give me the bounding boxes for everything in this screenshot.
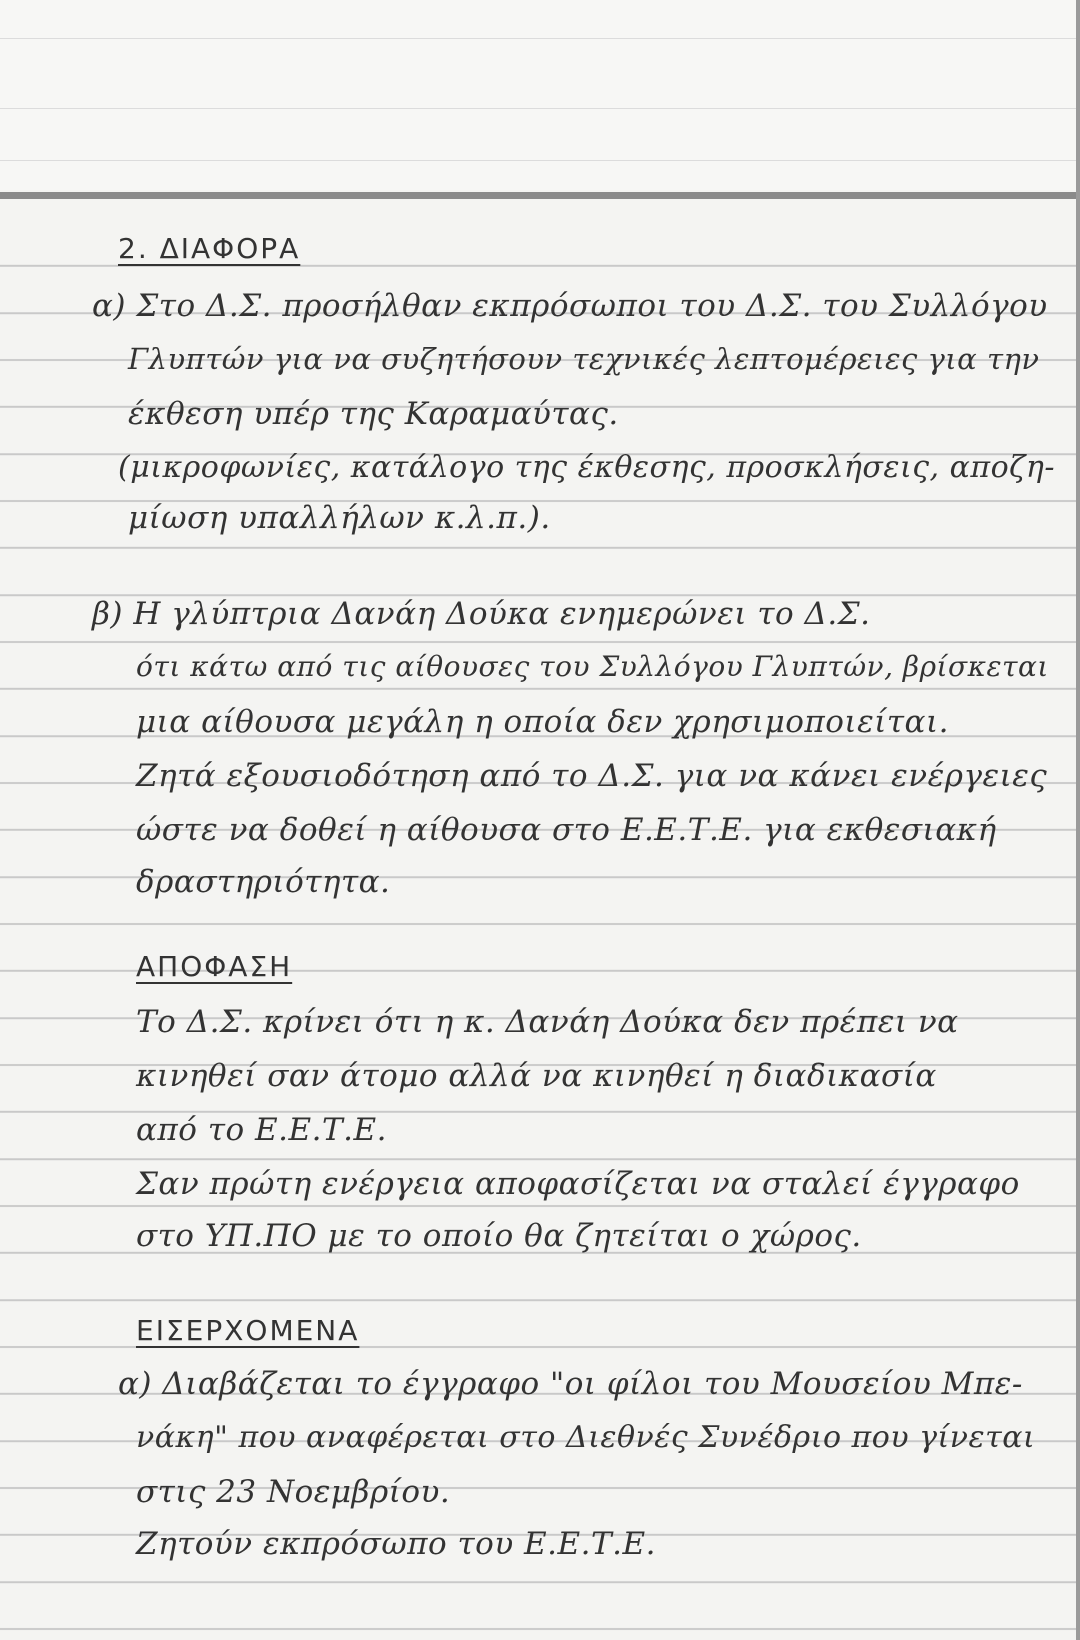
text-line: στις 23 Νοεμβρίου. <box>136 1474 451 1510</box>
text-line: μίωση υπαλλήλων κ.λ.π.). <box>128 500 551 536</box>
section-heading-apofasi: ΑΠΟΦΑΣΗ <box>136 950 293 983</box>
text-line: Γλυπτών για να συζητήσουν τεχνικές λεπτομέρειες για την <box>128 342 1040 376</box>
page-edge <box>1076 0 1080 1640</box>
text-line: Ζητούν εκπρόσωπο του Ε.Ε.Τ.Ε. <box>136 1526 657 1562</box>
text-line: μια αίθουσα μεγάλη η οποία δεν χρησιμοποιείται. <box>136 704 949 740</box>
text-line: στο ΥΠ.ΠΟ με το οποίο θα ζητείται ο χώρος. <box>136 1218 862 1254</box>
text-line: ότι κάτω από τις αίθουσες του Συλλόγου Γλυπτών, βρίσκεται <box>136 650 1049 683</box>
text-line: Το Δ.Σ. κρίνει ότι η κ. Δανάη Δούκα δεν πρέπει να <box>136 1004 959 1040</box>
text-line: Σαν πρώτη ενέργεια αποφασίζεται να σταλεί έγγραφο <box>136 1166 1020 1202</box>
text-line: β) Η γλύπτρια Δανάη Δούκα ενημερώνει το Δ.Σ. <box>92 596 871 632</box>
header-rule <box>0 192 1080 199</box>
text-line: ώστε να δοθεί η αίθουσα στο Ε.Ε.Τ.Ε. για εκθεσιακή <box>136 812 997 848</box>
section-heading-eiserxomena: ΕΙΣΕΡΧΟΜΕΝΑ <box>136 1314 360 1347</box>
faint-ruled-line <box>0 108 1080 109</box>
text-line: (μικροφωνίες, κατάλογο της έκθεσης, προσκλήσεις, αποζη- <box>118 450 1056 485</box>
text-line: α) Στο Δ.Σ. προσήλθαν εκπρόσωποι του Δ.Σ. του Συλλόγου <box>92 288 1048 324</box>
top-margin <box>0 0 1080 190</box>
text-line: έκθεση υπέρ της Καραμαύτας. <box>128 396 619 432</box>
faint-ruled-line <box>0 38 1080 39</box>
text-line: Ζητά εξουσιοδότηση από το Δ.Σ. για να κάνει ενέργειες <box>136 758 1048 794</box>
text-line: κινηθεί σαν άτομο αλλά να κινηθεί η διαδικασία <box>136 1058 937 1094</box>
section-heading-diafora: 2. ΔΙΑΦΟΡΑ <box>118 232 301 265</box>
faint-ruled-line <box>0 160 1080 161</box>
text-line: δραστηριότητα. <box>136 864 391 900</box>
text-line: από το Ε.Ε.Τ.Ε. <box>136 1112 387 1148</box>
text-line: α) Διαβάζεται το έγγραφο "οι φίλοι του Μουσείου Μπε- <box>118 1366 1023 1402</box>
text-line: νάκη" που αναφέρεται στο Διεθνές Συνέδριο που γίνεται <box>136 1420 1036 1455</box>
